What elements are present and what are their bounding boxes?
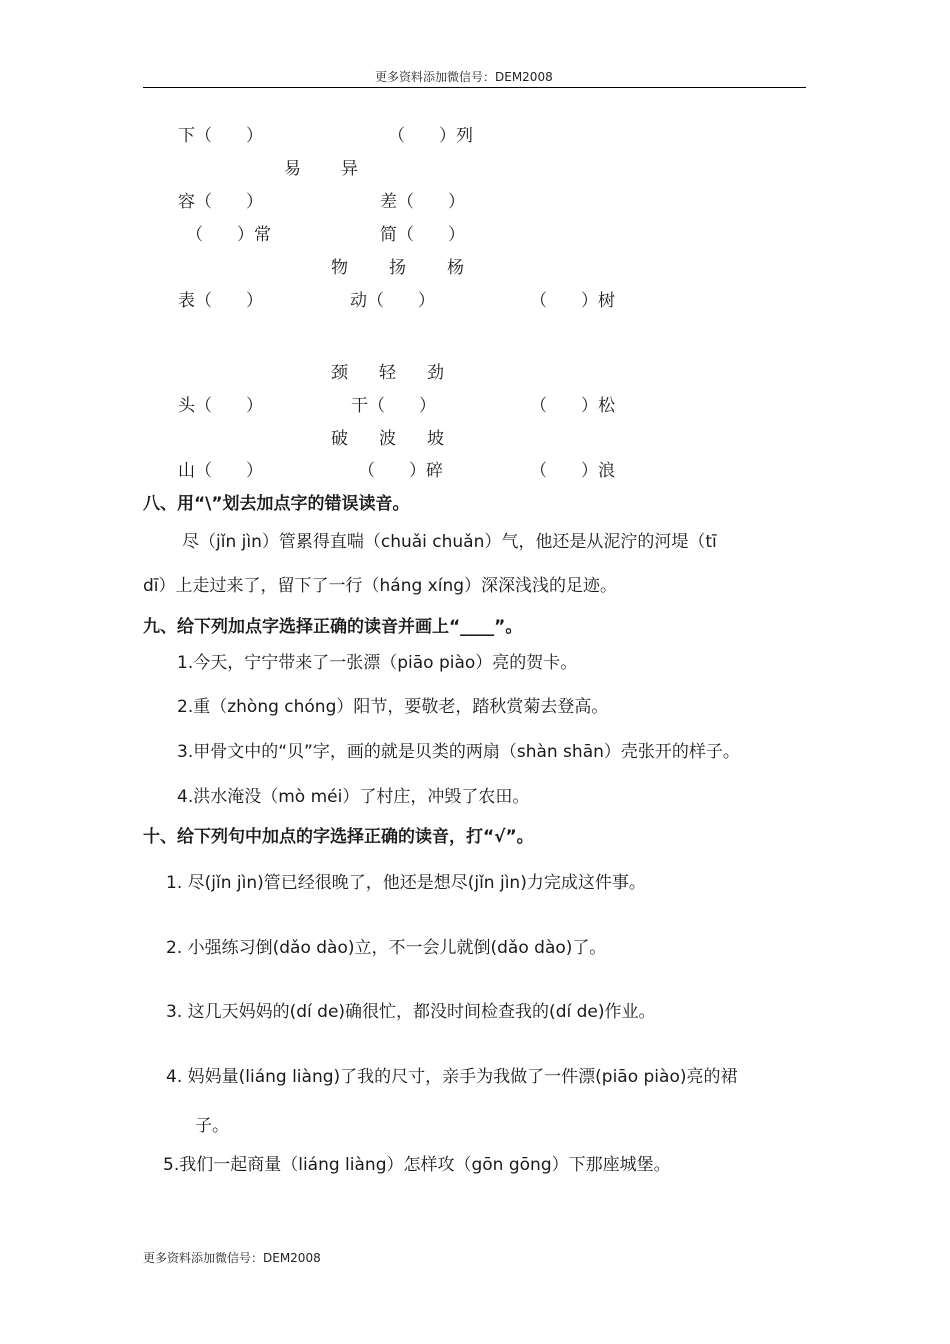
blank-item: 差（ ）: [380, 192, 465, 212]
blank-item: 表（ ）: [178, 291, 263, 311]
section-8-line: 尽（jǐn jìn）管累得直喘（chuǎi chuǎn）气，他还是从泥泞的河堤（tī: [182, 532, 717, 552]
section-10-item: 2. 小强练习倒(dǎo dào)立，不一会儿就倒(dǎo dào)了。: [166, 938, 607, 958]
page-header: 更多资料添加微信号：DEM2008: [375, 70, 553, 84]
section-10-item: 4. 妈妈量(liáng liàng)了我的尺寸，亲手为我做了一件漂(piāo piào)亮的裙: [166, 1067, 738, 1087]
blank-item: 山（ ）: [178, 461, 263, 481]
section-9-item: 3.甲骨文中的“贝”字，画的就是贝类的两扇（shàn shān）壳张开的样子。: [177, 742, 740, 762]
char-option: 颈: [331, 363, 348, 383]
char-option: 物: [331, 258, 348, 278]
blank-item: 下（ ）: [178, 126, 263, 146]
header-rule: [143, 87, 806, 88]
section-10-item: 5.我们一起商量（liáng liàng）怎样攻（gōn gōng）下那座城堡。: [163, 1155, 671, 1175]
char-option: 杨: [447, 258, 464, 278]
char-option: 轻: [379, 363, 396, 383]
section-8-title: 八、用“\”划去加点字的错误读音。: [143, 494, 410, 514]
char-option: 异: [341, 159, 358, 179]
blank-item: （ ）浪: [530, 461, 615, 481]
blank-item: （ ）松: [530, 396, 615, 416]
blank-item: 动（ ）: [350, 291, 435, 311]
section-10-item-cont: 子。: [195, 1116, 229, 1136]
section-9-item: 1.今天，宁宁带来了一张漂（piāo piào）亮的贺卡。: [177, 653, 578, 673]
blank-item: 头（ ）: [178, 396, 263, 416]
section-10-title: 十、给下列句中加点的字选择正确的读音，打“√”。: [143, 827, 534, 847]
char-option: 扬: [389, 258, 406, 278]
section-9-title: 九、给下列加点字选择正确的读音并画上“____”。: [143, 617, 523, 637]
char-option: 易: [284, 159, 301, 179]
blank-item: （ ）碎: [358, 461, 443, 481]
blank-item: （ ）常: [186, 225, 271, 245]
page-footer: 更多资料添加微信号：DEM2008: [143, 1251, 321, 1265]
section-9-item: 2.重（zhòng chóng）阳节，要敬老，踏秋赏菊去登高。: [177, 697, 609, 717]
section-9-item: 4.洪水淹没（mò méi）了村庄，冲毁了农田。: [177, 787, 530, 807]
blank-item: （ ）树: [530, 291, 615, 311]
section-10-item: 3. 这几天妈妈的(dí de)确很忙，都没时间检查我的(dí de)作业。: [166, 1002, 656, 1022]
blank-item: 干（ ）: [351, 396, 436, 416]
char-option: 破: [331, 429, 348, 449]
blank-item: （ ）列: [388, 126, 473, 146]
blank-item: 容（ ）: [178, 192, 263, 212]
char-option: 坡: [427, 429, 444, 449]
blank-item: 简（ ）: [380, 225, 465, 245]
section-10-item: 1. 尽(jǐn jìn)管已经很晚了，他还是想尽(jǐn jìn)力完成这件事。: [166, 873, 646, 893]
section-8-line: dī）上走过来了，留下了一行（háng xíng）深深浅浅的足迹。: [143, 576, 618, 596]
char-option: 波: [379, 429, 396, 449]
char-option: 劲: [427, 363, 444, 383]
